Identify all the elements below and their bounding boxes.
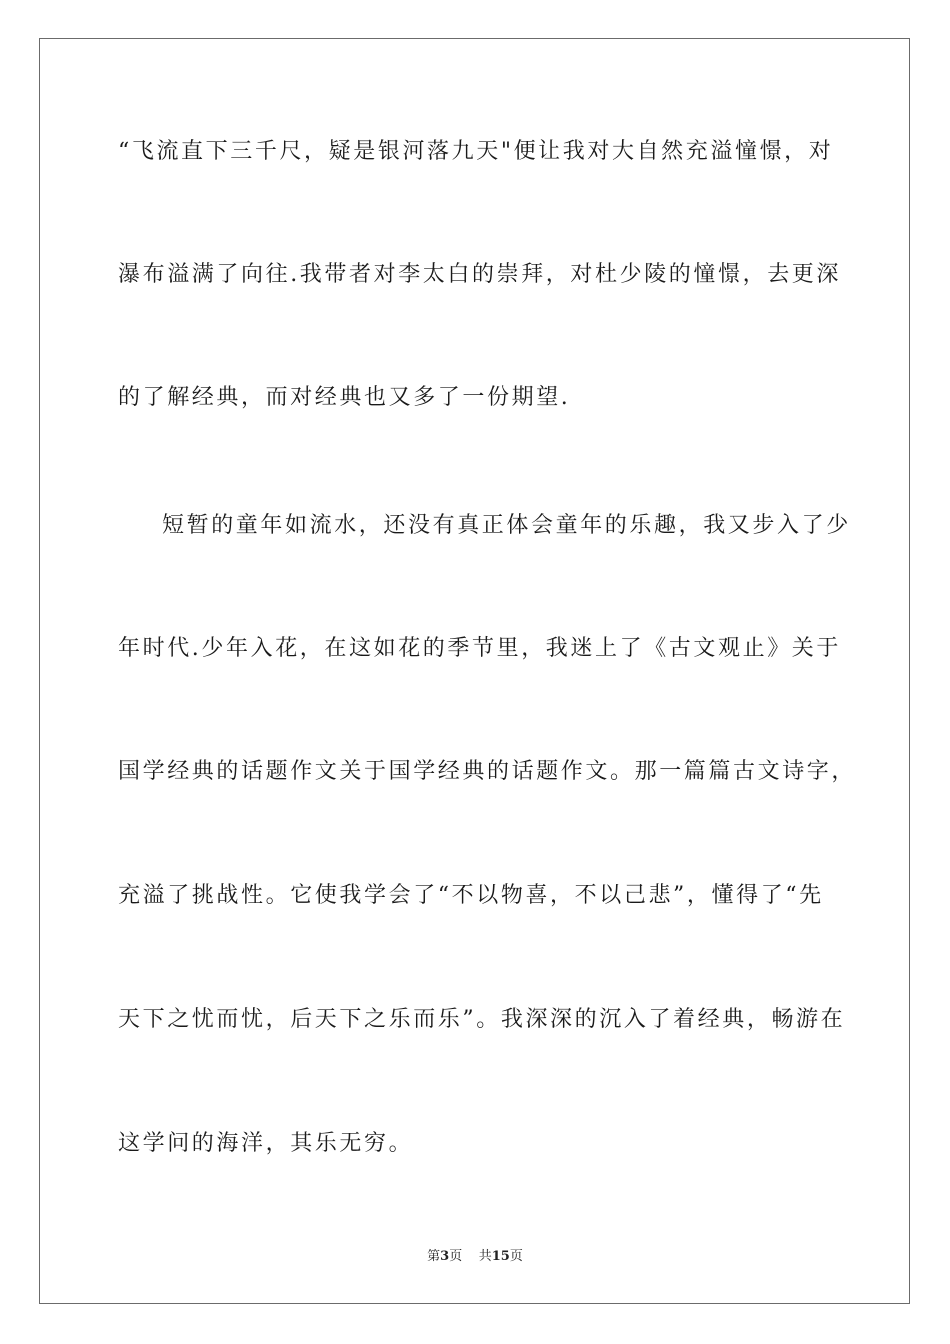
text-line-7: 充溢了挑战性。它使我学会了“不以物喜，不以己悲”，懂得了“先 bbox=[118, 883, 824, 908]
footer-total-suffix: 页 bbox=[509, 1249, 523, 1264]
text-line-8: 天下之忧而忧，后天下之乐而乐”。我深深的沉入了着经典，畅游在 bbox=[118, 1007, 846, 1032]
text-line-3: 的了解经典，而对经典也又多了一份期望. bbox=[118, 385, 571, 410]
text-line-9: 这学问的海洋，其乐无穷。 bbox=[118, 1131, 414, 1156]
text-line-5: 年时代.少年入花，在这如花的季节里，我迷上了《古文观止》关于 bbox=[118, 636, 841, 661]
text-line-1: “飞流直下三千尺，疑是银河落九天"便让我对大自然充溢憧憬，对 bbox=[118, 139, 834, 164]
footer-total-number: 15 bbox=[491, 1249, 510, 1264]
page-border bbox=[39, 38, 910, 1304]
footer-page-number: 3 bbox=[440, 1249, 450, 1264]
text-line-2: 瀑布溢满了向往.我带者对李太白的崇拜，对杜少陵的憧憬，去更深 bbox=[118, 262, 841, 287]
page-footer bbox=[0, 1248, 950, 1266]
text-line-6: 国学经典的话题作文关于国学经典的话题作文。那一篇篇古文诗字， bbox=[118, 759, 857, 784]
footer-page-prefix: 第 bbox=[427, 1249, 441, 1264]
footer-page-suffix: 页 bbox=[449, 1249, 463, 1264]
text-line-4: 短暂的童年如流水，还没有真正体会童年的乐趣，我又步入了少 bbox=[162, 513, 851, 538]
footer-total-prefix: 共 bbox=[478, 1249, 492, 1264]
